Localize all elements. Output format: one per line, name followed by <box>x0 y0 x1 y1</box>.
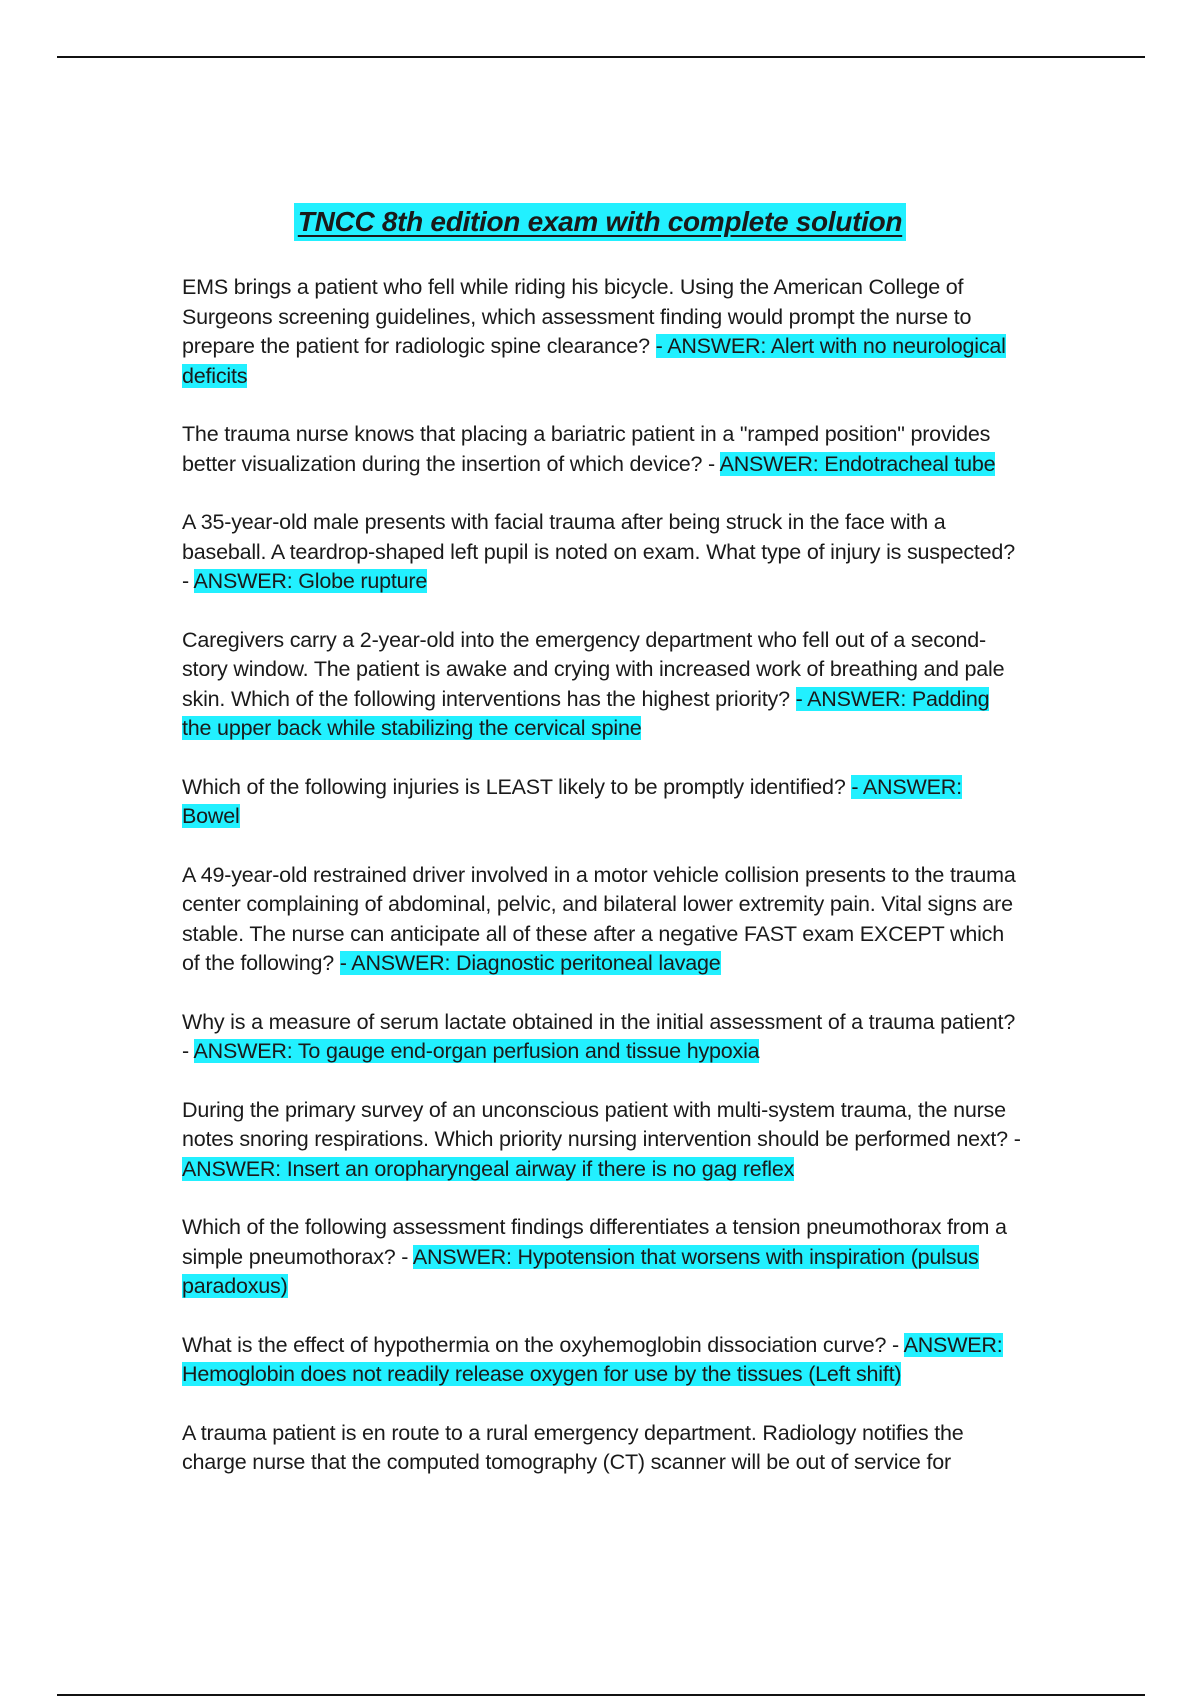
question-text: Why is a measure of serum lactate obtained in the initial assessment of a trauma patient? - <box>182 1009 1016 1063</box>
question-text: A 49-year-old restrained driver involved in a motor vehicle collision presents to the trauma center complaining of abdominal, pelvic, and bilateral lower extremity pain. Vital signs are stable. The nurse can anticipate all of these after a negative FAST exam EXCEPT which of the following? <box>182 862 1016 975</box>
qa-item <box>182 861 1022 979</box>
qa-item <box>182 1096 1022 1185</box>
document-title: TNCC 8th edition exam with complete solution <box>294 203 906 241</box>
question-text: EMS brings a patient who fell while riding his bicycle. Using the American College of Surgeons screening guidelines, which assessment finding would prompt the nurse to prepare the patient for radiologic spine clearance? <box>182 275 972 358</box>
question-text: What is the effect of hypothermia on the oxyhemoglobin dissociation curve? - <box>182 1332 904 1357</box>
qa-item <box>182 1419 1022 1478</box>
qa-item <box>182 273 1022 391</box>
answer-text: - ANSWER: Padding the upper back while stabilizing the cervical spine <box>182 686 990 740</box>
answer-text: ANSWER: To gauge end-organ perfusion and tissue hypoxia <box>193 1039 760 1063</box>
qa-item <box>182 626 1022 744</box>
answer-text: - ANSWER: Diagnostic peritoneal lavage <box>339 951 721 975</box>
title-wrapper <box>0 203 1200 241</box>
qa-item <box>182 1331 1022 1390</box>
qa-item <box>182 508 1022 597</box>
qa-list <box>182 273 1022 1507</box>
question-text: Which of the following injuries is LEAST likely to be promptly identified? <box>182 774 852 799</box>
qa-item <box>182 773 1022 832</box>
qa-item <box>182 1008 1022 1067</box>
question-text: During the primary survey of an unconscious patient with multi-system trauma, the nurse notes snoring respirations. Which priority nursing intervention should be performed next? - <box>182 1097 1021 1151</box>
question-text: A 35-year-old male presents with facial trauma after being struck in the face with a baseball. A teardrop-shaped left pupil is noted on exam. What type of injury is suspected? - <box>182 510 1015 593</box>
question-text: Caregivers carry a 2-year-old into the emergency department who fell out of a second-story window. The patient is awake and crying with increased work of breathing and pale skin. Which of the following interventions has the highest priority? <box>182 627 1005 711</box>
bottom-rule <box>57 1694 1145 1696</box>
answer-text: ANSWER: Hypotension that worsens with inspiration (pulsus paradoxus) <box>182 1244 979 1298</box>
answer-text: ANSWER: Globe rupture <box>193 569 428 593</box>
question-text: Which of the following assessment findings differentiates a tension pneumothorax from a simple pneumothorax? - <box>182 1215 1007 1269</box>
question-text: A trauma patient is en route to a rural emergency department. Radiology notifies the charge nurse that the computed tomography (CT) scanner will be out of service for <box>182 1420 964 1474</box>
answer-text: - ANSWER: Bowel <box>182 774 962 828</box>
question-text: The trauma nurse knows that placing a bariatric patient in a "ramped position" provides better visualization during the insertion of which device? - <box>182 422 991 476</box>
answer-text: - ANSWER: Alert with no neurological deficits <box>182 334 1006 388</box>
qa-item <box>182 1213 1022 1302</box>
top-rule <box>57 56 1145 58</box>
answer-text: ANSWER: Insert an oropharyngeal airway if there is no gag reflex <box>182 1156 795 1181</box>
answer-text: ANSWER: Endotracheal tube <box>719 451 996 476</box>
qa-item <box>182 420 1022 479</box>
answer-text: ANSWER: Hemoglobin does not readily release oxygen for use by the tissues (Left shift) <box>182 1332 1003 1386</box>
